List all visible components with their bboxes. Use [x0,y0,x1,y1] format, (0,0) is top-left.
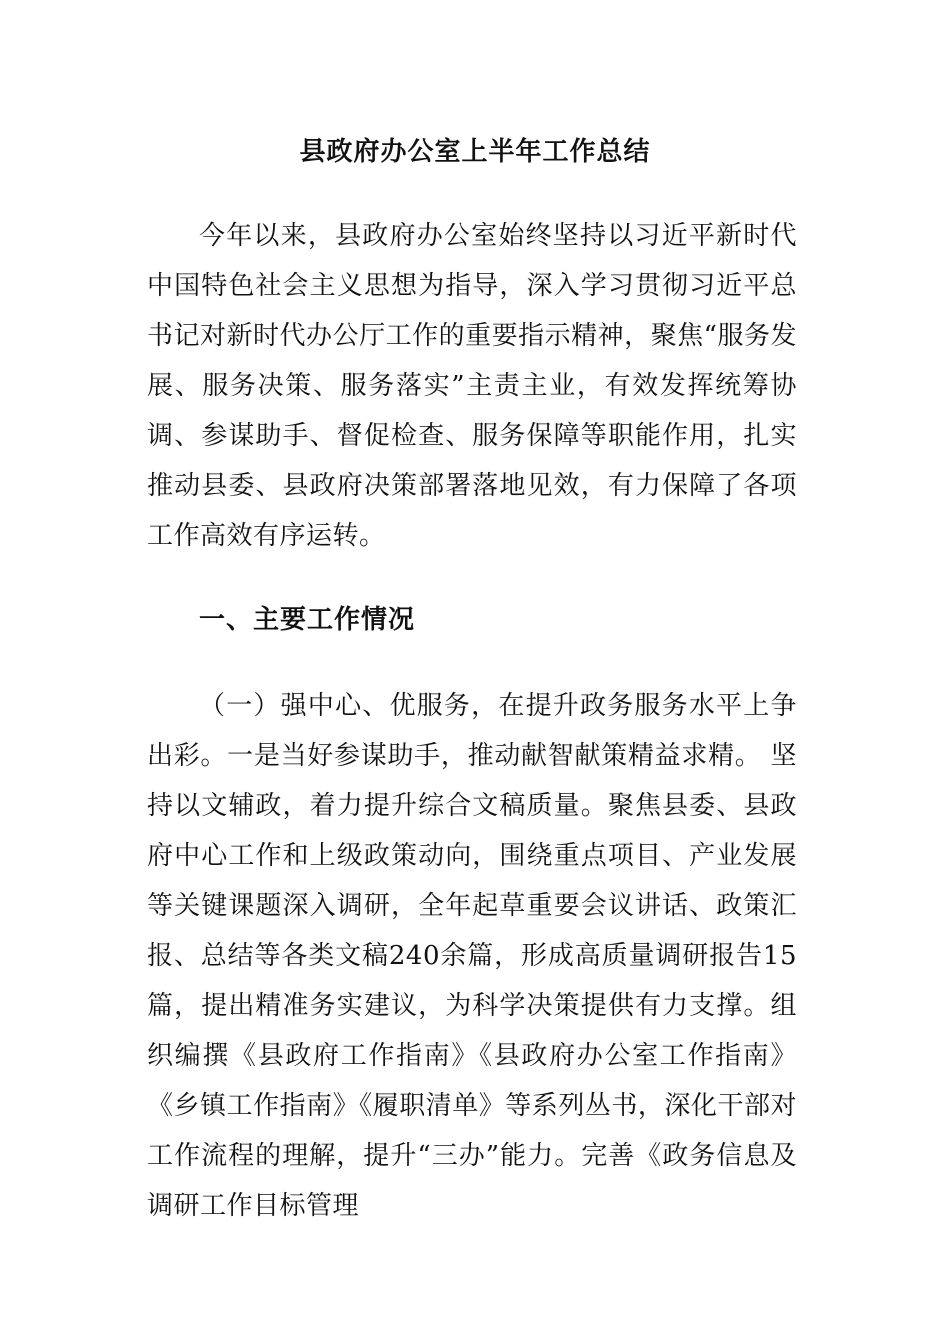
document-title: 县政府办公室上半年工作总结 [299,137,651,167]
section-paragraph: （一）强中心、优服务，在提升政务服务水平上争出彩。一是当好参谋助手，推动献智献策精益求精。 坚持以文辅政，着力提升综合文稿质量。聚焦县委、县政府中心工作和上级政策动向，围绕重点项目、产业发展等关键课题深入调研，全年起草重要会议讲话、政策汇报、总结等各类文稿240余篇，形成高质量调研报告15篇，提出精准务实建议，为科学决策提供有力支撑。组织编撰《县政府工作指南》《县政府办公室工作指南》《乡镇工作指南》《履职清单》等系列丛书，深化干部对工作流程的理解，提升“三办”能力。完善《政务信息及调研工作目标管理 [147,691,797,1221]
intro-paragraph: 今年以来，县政府办公室始终坚持以习近平新时代中国特色社会主义思想为指导，深入学习贯彻习近平总书记对新时代办公厅工作的重要指示精神，聚焦“服务发展、服务决策、服务落实”主责主业，有效发挥统筹协调、参谋助手、督促检查、服务保障等职能作用，扎实推动县委、县政府决策部署落地见效，有力保障了各项工作高效有序运转。 [147,221,797,551]
section-heading: 一、主要工作情况 [199,605,416,635]
